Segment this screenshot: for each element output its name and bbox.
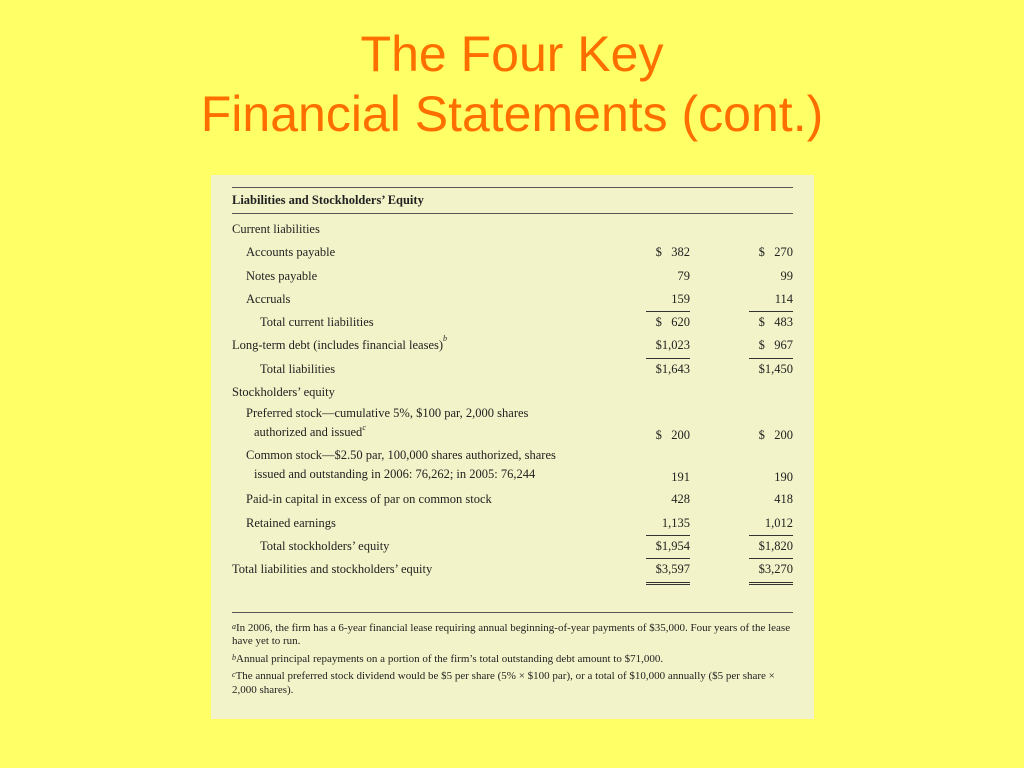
- value-2005: 99: [780, 268, 793, 283]
- row-notes-payable: [232, 265, 793, 288]
- value-2006: $1,023: [646, 334, 690, 358]
- footnote-mark: b: [443, 334, 448, 344]
- title-line-1: The Four Key: [360, 26, 664, 82]
- value-2006: 191: [671, 470, 690, 485]
- value-2006: 428: [671, 492, 690, 507]
- row-label-line-2-text: authorized and issued: [254, 425, 363, 440]
- row-label-text: Long-term debt (includes financial leases): [232, 338, 444, 353]
- row-preferred-stock: [232, 404, 793, 446]
- row-label: Accruals: [246, 291, 291, 306]
- row-label-line-2: issued and outstanding in 2006: 76,262; in 2005: 76,244: [254, 467, 536, 482]
- row-paid-in-capital: [232, 488, 793, 511]
- row-label: [246, 404, 528, 442]
- footnote-mark: b: [232, 652, 236, 662]
- value-2006: $ 200: [655, 428, 690, 443]
- row-label: Total stockholders’ equity: [260, 538, 390, 553]
- footnotes: [232, 613, 793, 698]
- value-2005: $1,450: [758, 361, 793, 376]
- value-2006: $3,597: [646, 558, 690, 584]
- title-line-2: Financial Statements (cont.): [200, 86, 824, 142]
- row-accruals: [232, 288, 793, 311]
- row-common-stock: [232, 446, 793, 488]
- value-2006: 1,135: [646, 512, 690, 536]
- value-2006: $1,954: [646, 535, 690, 559]
- statement-rows: [232, 214, 793, 582]
- value-2006: $ 382: [655, 245, 690, 260]
- row-retained-earnings: [232, 512, 793, 535]
- row-label: Total liabilities and stockholders’ equity: [232, 562, 433, 577]
- row-label: Total liabilities: [260, 361, 336, 376]
- footnote-b: [232, 653, 793, 667]
- value-2005: $ 200: [758, 428, 793, 443]
- row-label: [232, 334, 447, 357]
- footnote-mark: c: [232, 670, 236, 680]
- row-label: Total current liabilities: [260, 315, 374, 330]
- value-2005: 114: [749, 288, 793, 312]
- row-label: Current liabilities: [232, 222, 320, 236]
- row-current-liabilities: [232, 218, 793, 241]
- footnote-a: [232, 622, 793, 649]
- footnote-text: In 2006, the firm has a 6-year financial lease requiring annual beginning-of-year payments of $35,000. Four years of the lease have yet to run.: [232, 621, 791, 648]
- row-label: Retained earnings: [246, 515, 336, 530]
- row-total-liabilities: [232, 358, 793, 381]
- row-label: [246, 446, 556, 484]
- footnote-mark: c: [362, 423, 366, 433]
- value-2005: $ 270: [758, 245, 793, 260]
- value-2006: $1,643: [655, 361, 690, 376]
- row-label: Accounts payable: [246, 245, 336, 260]
- value-2005: 418: [774, 492, 793, 507]
- row-label: Paid-in capital in excess of par on common stock: [246, 492, 492, 507]
- footnote-text: The annual preferred stock dividend would be $5 per share (5% × $100 par), or a total of $10,000 annually ($5 per share × 2,000 shares).: [232, 670, 775, 696]
- value-2005: 1,012: [749, 512, 793, 536]
- value-2005: $ 483: [758, 315, 793, 330]
- value-2005: 190: [774, 470, 793, 485]
- row-label: Stockholders’ equity: [232, 385, 335, 400]
- row-accounts-payable: [232, 241, 793, 264]
- row-stockholders-equity: [232, 381, 793, 404]
- slide-title: [0, 24, 1024, 144]
- row-label-line-1: Preferred stock—cumulative 5%, $100 par, 2,000 shares: [246, 406, 529, 421]
- row-total-current-liabilities: [232, 311, 793, 334]
- row-label-line-1: Common stock—$2.50 par, 100,000 shares authorized, shares: [246, 448, 556, 463]
- value-2005: $1,820: [749, 535, 793, 559]
- section-header: Liabilities and Stockholders’ Equity: [232, 193, 424, 207]
- row-total-liabilities-and-equity: [232, 558, 793, 581]
- value-2005: $3,270: [749, 558, 793, 584]
- value-2006: 159: [646, 288, 690, 312]
- row-label: Notes payable: [246, 268, 318, 283]
- row-total-stockholders-equity: [232, 535, 793, 558]
- footnote-text: Annual principal repayments on a portion of the firm’s total outstanding debt amount to $71,000.: [236, 652, 664, 665]
- value-2006: $ 620: [655, 315, 690, 330]
- balance-sheet-liabilities: [232, 187, 793, 701]
- footnote-mark: a: [232, 621, 236, 631]
- statement-panel: [211, 175, 814, 719]
- value-2005: $ 967: [749, 334, 793, 358]
- value-2006: 79: [677, 268, 690, 283]
- row-label-line-2: [246, 423, 528, 442]
- row-long-term-debt: [232, 334, 793, 357]
- footnote-c: [232, 670, 793, 697]
